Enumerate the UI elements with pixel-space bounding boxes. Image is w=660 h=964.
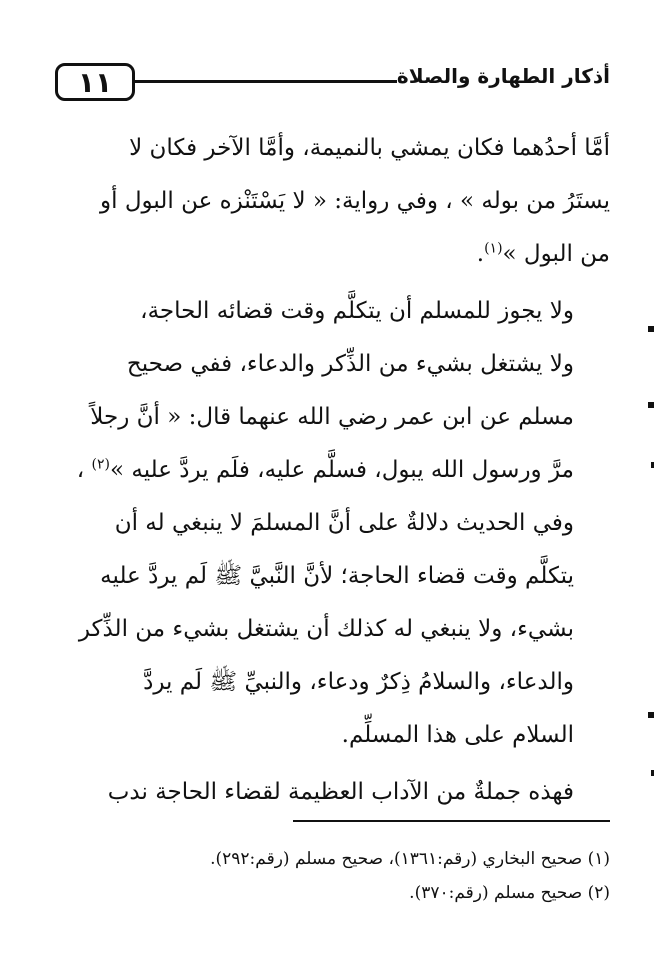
text-line: يتكلَّم وقت قضاء الحاجة؛ لأنَّ النَّبيَّ ﷺ لَم يردَّ عليه bbox=[100, 563, 574, 589]
text-fragment: مرَّ ورسول الله يبول، فسلَّم عليه، فلَم يردَّ عليه » bbox=[110, 457, 574, 483]
page-header bbox=[0, 0, 660, 120]
text-line: مسلم عن ابن عمر رضي الله عنهما قال: « أنَّ رجلاً bbox=[90, 404, 574, 430]
text-fragment: من البول » bbox=[502, 241, 610, 267]
margin-mark bbox=[651, 462, 654, 468]
text-line: بشيء، ولا ينبغي له كذلك أن يشتغل بشيء من الذِّكر bbox=[78, 616, 574, 642]
page-number: ١١ bbox=[55, 63, 135, 101]
margin-mark bbox=[648, 402, 654, 408]
text-line: وفي الحديث دلالةٌ على أنَّ المسلمَ لا ينبغي له أن bbox=[114, 510, 574, 536]
running-title: أذكار الطهارة والصلاة bbox=[396, 64, 610, 88]
text-line: ولا يشتغل بشيء من الذِّكر والدعاء، ففي صحيح bbox=[126, 351, 574, 377]
text-line bbox=[50, 444, 610, 497]
text-line: ولا يجوز للمسلم أن يتكلَّم وقت قضائه الحاجة، bbox=[140, 298, 574, 324]
text-line: يستَرُ من بوله » ، وفي رواية: « لا يَسْتَنْزه عن البول أو bbox=[100, 188, 610, 214]
paragraph-2 bbox=[50, 285, 610, 762]
text-fragment: . bbox=[476, 241, 485, 267]
footnote-ref-1: (١) bbox=[484, 240, 503, 257]
footnote-ref-2: (٢) bbox=[91, 456, 110, 473]
paragraph-3 bbox=[50, 766, 610, 819]
text-fragment: ، bbox=[76, 457, 85, 483]
paragraph-1 bbox=[50, 122, 610, 281]
footnote-1: (١) صحيح البخاري (رقم:١٣٦١)، صحيح مسلم (رقم:٢٩٢). bbox=[210, 849, 610, 869]
text-line: السلام على هذا المسلِّم. bbox=[341, 722, 574, 748]
footnote-2: (٢) صحيح مسلم (رقم:٣٧٠). bbox=[409, 883, 610, 903]
header-rule bbox=[135, 80, 397, 83]
margin-mark bbox=[648, 326, 654, 332]
text-line: والدعاء، والسلامُ ذِكرٌ ودعاء، والنبيِّ ﷺ لَم يردَّ bbox=[143, 669, 574, 695]
text-line: فهذه جملةٌ من الآداب العظيمة لقضاء الحاجة ندب bbox=[107, 779, 574, 805]
footnotes bbox=[50, 842, 610, 910]
footnote-rule bbox=[293, 820, 610, 822]
margin-mark bbox=[648, 712, 654, 718]
text-line bbox=[50, 228, 610, 281]
text-line: أمَّا أحدُهما فكان يمشي بالنميمة، وأمَّا الآخر فكان لا bbox=[129, 135, 610, 161]
body-text bbox=[50, 122, 610, 819]
margin-mark bbox=[651, 770, 654, 776]
